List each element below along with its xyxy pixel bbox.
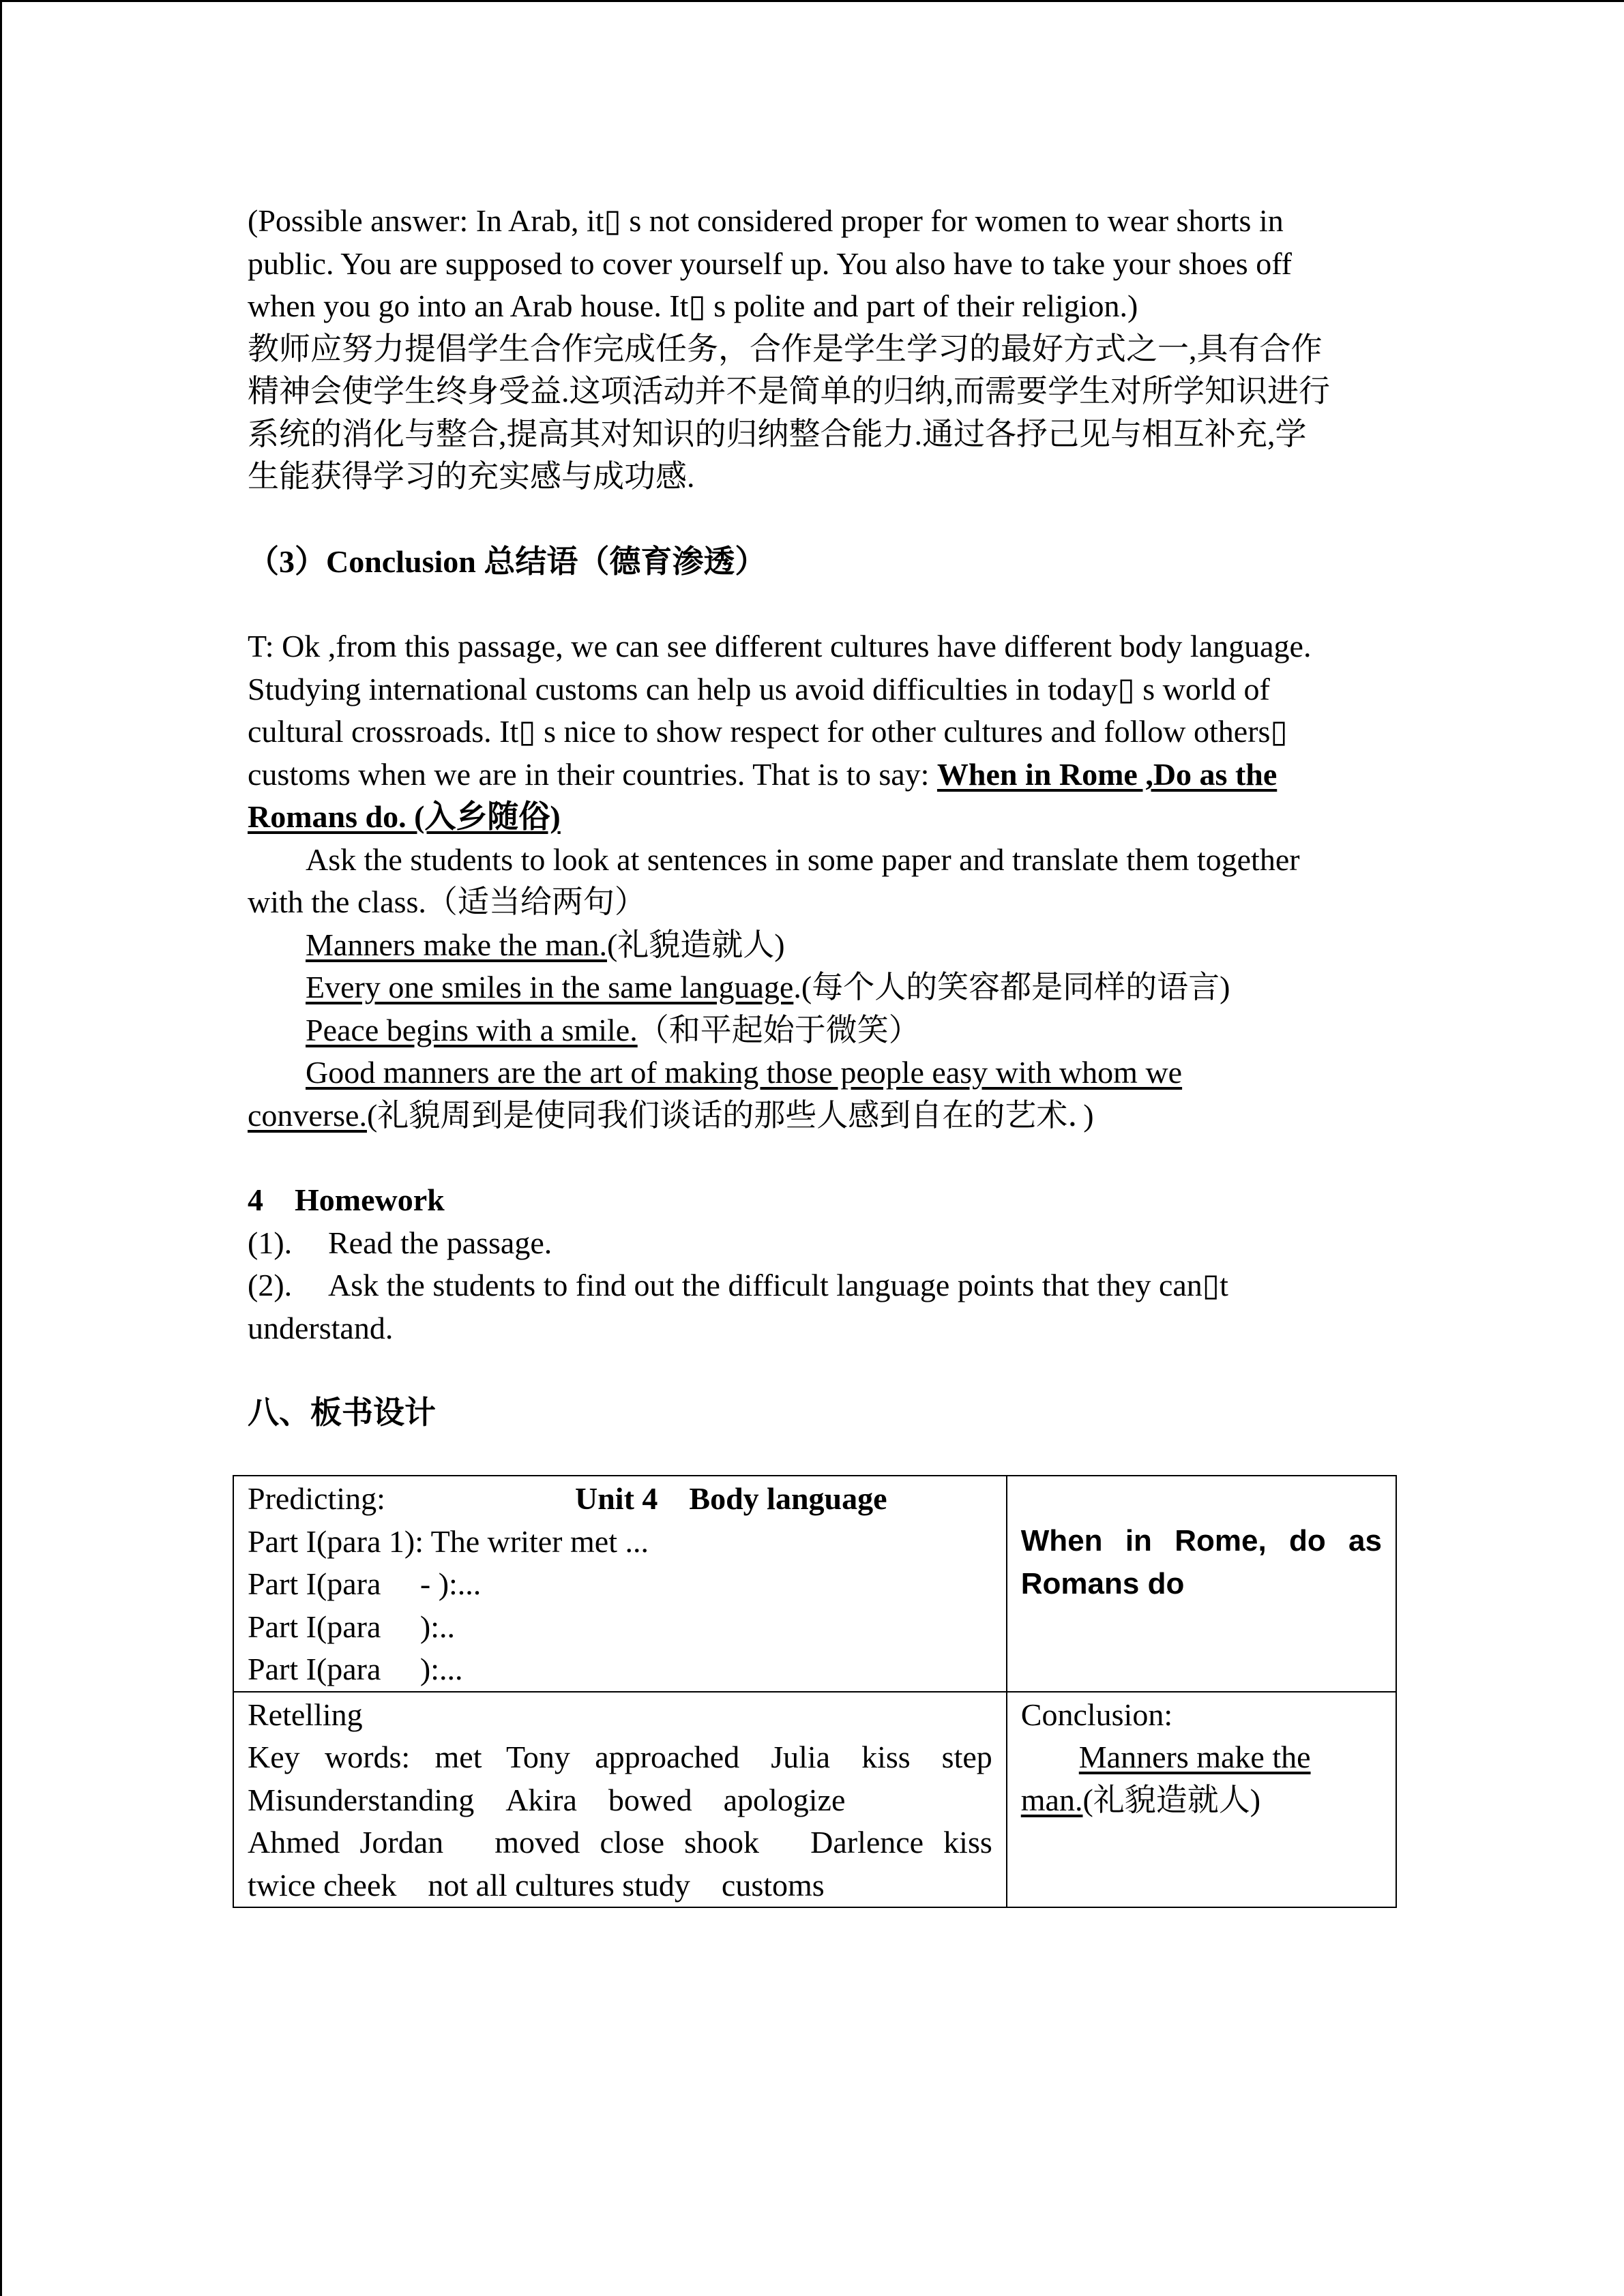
possible-answer-line-3: when you go into an Arab house. It▯ s polite and part of their religion.)	[248, 288, 1138, 323]
sentence-2-en: Every one smiles in the same language	[306, 970, 794, 1004]
board-row-1	[233, 1476, 1396, 1692]
blackboard-design-table	[233, 1475, 1397, 1908]
key-words-line-4: twice cheek not all cultures study customs	[248, 1867, 825, 1903]
sentence-1	[248, 924, 1380, 967]
motto-part-2: Romans do. (入乡随俗)	[248, 799, 561, 834]
possible-answer-line-2: public. You are supposed to cover yourself up. You also have to take your shoes off	[248, 245, 1293, 281]
retelling-label: Retelling	[248, 1697, 363, 1732]
sentence-3	[248, 1009, 1380, 1052]
spacer	[248, 1350, 1380, 1392]
homework-item-1-number: (1).	[248, 1225, 293, 1260]
teacher-note-line-4: 生能获得学习的充实感与成功感.	[248, 459, 695, 494]
spacer	[248, 1137, 1380, 1179]
homework-item-2	[248, 1264, 1380, 1307]
sentence-2	[248, 966, 1380, 1009]
spacer	[248, 583, 1380, 625]
board-conclusion-en-2: man.	[1020, 1782, 1083, 1817]
board-conclusion-label: Conclusion:	[1020, 1697, 1173, 1732]
possible-answer-line-1: (Possible answer: In Arab, it▯ s not considered proper for women to wear shorts in	[248, 203, 1284, 238]
homework-item-2-number: (2).	[248, 1268, 293, 1302]
board-conclusion-line-1	[1021, 1736, 1382, 1779]
key-words-line-3: Ahmed Jordan moved close shook Darlence kiss	[248, 1825, 992, 1860]
sentence-4-en-1: Good manners are the art of making those people easy with whom we	[306, 1055, 1183, 1090]
board-retelling-cell	[233, 1692, 1007, 1908]
board-conclusion-en-1: Manners make the	[1078, 1740, 1311, 1774]
sentence-4-en-2: converse.	[248, 1097, 367, 1133]
homework-item-1	[248, 1222, 1380, 1265]
board-motto-cell	[1007, 1476, 1396, 1692]
sentence-3-en: Peace begins with a smile.	[306, 1012, 638, 1047]
homework-continuation: understand.	[248, 1310, 394, 1345]
lesson-content	[248, 200, 1380, 1435]
key-words-line-2: Misunderstanding Akira bowed apologize	[248, 1782, 846, 1817]
board-conclusion-cell	[1007, 1692, 1396, 1908]
homework-item-1-text: Read the passage.	[328, 1225, 552, 1260]
spacer	[248, 498, 1380, 541]
unit-title: Unit 4 Body language	[575, 1481, 887, 1516]
part-line-4: Part I(para ):...	[248, 1652, 463, 1686]
board-conclusion-line-2	[1021, 1779, 1382, 1822]
teacher-note-line-2: 精神会使学生终身受益.这项活动并不是简单的归纳,而需要学生对所学知识进行	[248, 374, 1330, 408]
sentence-4-line-1	[248, 1052, 1380, 1094]
sentence-3-zh: （和平起始于微笑）	[637, 1012, 920, 1047]
homework-heading: 4 Homework	[248, 1182, 445, 1217]
sentence-4-zh: (礼貌周到是使同我们谈话的那些人感到自在的艺术．)	[366, 1097, 1094, 1133]
conclusion-line-2: Studying international customs can help us avoid difficulties in today▯ s world of	[248, 671, 1270, 706]
sentence-1-en: Manners make the man.	[306, 927, 607, 962]
board-row-2	[233, 1692, 1396, 1908]
sentence-2-zh: .(每个人的笑容都是同样的语言)	[793, 970, 1230, 1004]
conclusion-line-4-text: customs when we are in their countries. That is to say:	[248, 756, 937, 792]
part-line-3: Part I(para ):..	[248, 1609, 455, 1644]
part-line-2: Part I(para - ):...	[248, 1566, 482, 1601]
board-structure-cell	[233, 1476, 1007, 1692]
homework-item-2-text: Ask the students to find out the difficult language points that they can▯t	[328, 1268, 1228, 1302]
key-words-line-1: Key words: met Tony approached Julia kiss step	[248, 1740, 992, 1774]
ask-line-1: Ask the students to look at sentences in some paper and translate them together	[306, 841, 1300, 877]
conclusion-line-3: cultural crossroads. It▯ s nice to show respect for other cultures and follow others▯	[248, 714, 1288, 749]
conclusion-line-5	[248, 796, 1380, 839]
teacher-note-line-1: 教师应努力提倡学生合作完成任务，合作是学生学习的最好方式之一,具有合作	[248, 331, 1323, 366]
conclusion-heading: （3）Conclusion 总结语（德育渗透）	[248, 543, 767, 579]
conclusion-line-1: T: Ok ,from this passage, we can see different cultures have different body language.	[248, 629, 1312, 664]
teacher-note-line-3: 系统的消化与整合,提高其对知识的归纳整合能力.通过各抒己见与相互补充,学	[248, 416, 1307, 451]
board-design-heading: 八、板书设计	[248, 1395, 436, 1430]
predicting-label: Predicting:	[248, 1481, 385, 1516]
sentence-4-line-2	[248, 1094, 1380, 1137]
sentence-1-zh: (礼貌造就人)	[606, 927, 785, 962]
motto-part-1: When in Rome ,Do as the	[936, 756, 1278, 792]
ask-line-2: with the class.（适当给两句）	[248, 884, 646, 919]
board-motto: When in Rome, do as Romans do	[1020, 1524, 1382, 1600]
board-title-line	[248, 1478, 992, 1521]
part-line-1: Part I(para 1): The writer met ...	[248, 1523, 649, 1559]
board-conclusion-zh: (礼貌造就人)	[1082, 1782, 1261, 1817]
conclusion-line-4	[248, 754, 1380, 796]
